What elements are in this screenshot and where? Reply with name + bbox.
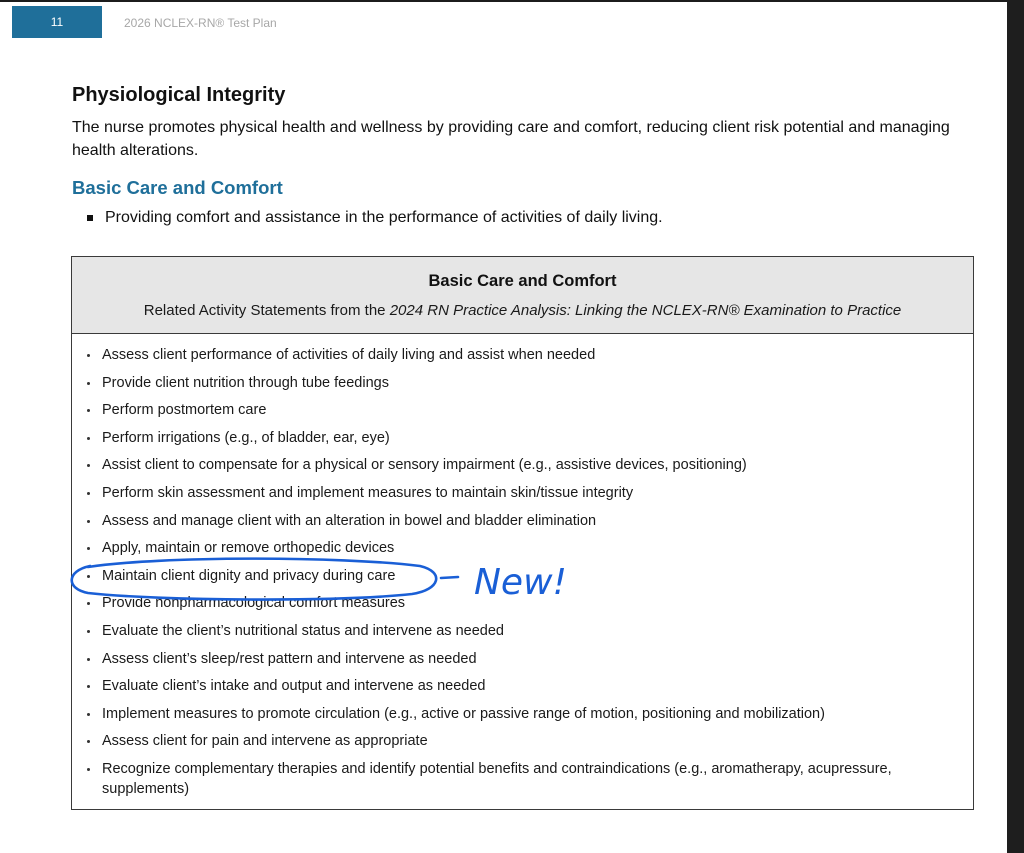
- activity-item: [72, 649, 973, 669]
- activity-item: [72, 676, 973, 696]
- bullet-dot-icon: [87, 492, 90, 495]
- running-title: 2026 NCLEX-RN® Test Plan: [124, 16, 277, 30]
- activity-item: [72, 483, 973, 503]
- bullet-dot-icon: [87, 437, 90, 440]
- bullet-dot-icon: [87, 382, 90, 385]
- activity-item: [72, 511, 973, 531]
- activity-item: [72, 566, 973, 586]
- bullet-dot-icon: [87, 520, 90, 523]
- square-bullet-icon: [87, 215, 93, 221]
- activity-item: [72, 400, 973, 420]
- top-divider: [0, 0, 1007, 2]
- subsection-bullet-text: Providing comfort and assistance in the performance of activities of daily living.: [105, 209, 663, 226]
- activity-text: Perform skin assessment and implement measures to maintain skin/tissue integrity: [102, 484, 634, 501]
- bullet-dot-icon: [87, 464, 90, 467]
- bullet-dot-icon: [87, 630, 90, 633]
- activity-text: Maintain client dignity and privacy during care: [102, 567, 396, 584]
- new-annotation-text: New!: [474, 562, 567, 603]
- bullet-dot-icon: [87, 658, 90, 661]
- activity-text: Assess client for pain and intervene as appropriate: [102, 733, 428, 750]
- activity-text: Evaluate client’s intake and output and intervene as needed: [102, 678, 486, 695]
- activity-item: [72, 621, 973, 641]
- bullet-dot-icon: [87, 740, 90, 743]
- scrollbar[interactable]: [1007, 0, 1024, 853]
- activity-statements-box: [71, 256, 974, 810]
- box-subtitle: [72, 302, 973, 319]
- activity-item: [72, 538, 973, 558]
- activity-item: [72, 455, 973, 475]
- activity-text: Provide nonpharmacological comfort measures: [102, 595, 406, 612]
- activity-text: Perform postmortem care: [102, 402, 267, 419]
- activity-item: [72, 373, 973, 393]
- bullet-dot-icon: [87, 768, 90, 771]
- subsection-title: Basic Care and Comfort: [72, 177, 283, 198]
- activity-list: [72, 345, 973, 807]
- bullet-dot-icon: [87, 602, 90, 605]
- activity-item: [72, 731, 973, 751]
- activity-text: Apply, maintain or remove orthopedic devices: [102, 540, 395, 557]
- activity-item: [72, 759, 973, 799]
- page-number-badge: 11: [12, 6, 102, 38]
- activity-item: [72, 428, 973, 448]
- activity-text: Recognize complementary therapies and identify potential benefits and contraindications (e.g., aromatherapy, acupressure, supplements): [102, 760, 892, 797]
- section-description: The nurse promotes physical health and wellness by providing care and comfort, reducing client risk potential and managing health alterations.: [72, 119, 950, 159]
- activity-text: Assess client performance of activities of daily living and assist when needed: [102, 347, 596, 363]
- activity-text: Provide client nutrition through tube feedings: [102, 374, 389, 391]
- box-subtitle-prefix: Related Activity Statements from the: [143, 302, 390, 319]
- section-title: Physiological Integrity: [72, 84, 286, 106]
- activity-item: [72, 593, 973, 613]
- activity-text: Assist client to compensate for a physical or sensory impairment (e.g., assistive devices, positioning): [102, 457, 747, 474]
- bullet-dot-icon: [87, 354, 90, 357]
- activity-text: Assess and manage client with an alteration in bowel and bladder elimination: [102, 512, 597, 529]
- activity-text: Evaluate the client’s nutritional status and intervene as needed: [102, 622, 504, 639]
- activity-text: Perform irrigations (e.g., of bladder, ear, eye): [102, 429, 390, 446]
- bullet-dot-icon: [87, 713, 90, 716]
- activity-text: Assess client’s sleep/rest pattern and intervene as needed: [102, 650, 477, 667]
- bullet-dot-icon: [87, 575, 90, 578]
- bullet-dot-icon: [87, 547, 90, 550]
- bullet-dot-icon: [87, 685, 90, 688]
- activity-text: Implement measures to promote circulation (e.g., active or passive range of motion, positioning and mobilization): [102, 705, 825, 722]
- bullet-dot-icon: [87, 409, 90, 412]
- box-subtitle-italic: 2024 RN Practice Analysis: Linking the NCLEX-RN® Examination to Practice: [389, 302, 902, 319]
- activity-item: [72, 345, 973, 365]
- activity-item: [72, 704, 973, 724]
- box-title: Basic Care and Comfort: [428, 272, 617, 290]
- box-header: [72, 257, 973, 334]
